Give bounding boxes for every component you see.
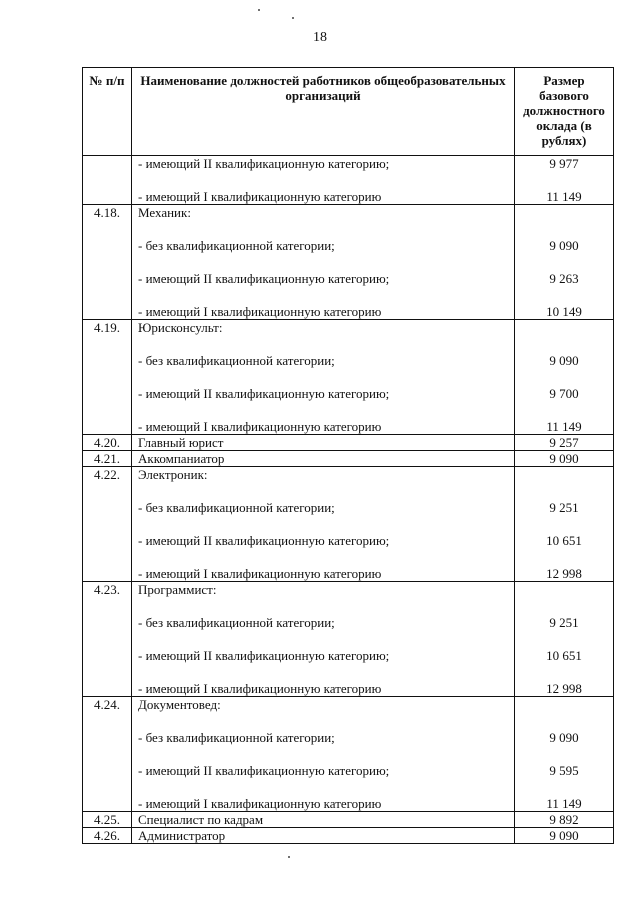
row-position — [132, 697, 515, 812]
table-row — [83, 467, 614, 582]
position-category: - имеющий II квалификационную категорию; — [138, 648, 390, 663]
salary-value: 11 149 — [546, 189, 582, 204]
table-body — [83, 156, 614, 844]
position-category: - имеющий II квалификационную категорию; — [138, 156, 390, 171]
position-title: Документовед: — [138, 697, 221, 712]
salary-value: 9 090 — [549, 353, 579, 368]
salary-value: 9 090 — [549, 828, 579, 843]
row-salary — [515, 205, 614, 320]
table-row — [83, 205, 614, 320]
row-number: 4.20. — [83, 435, 132, 451]
row-position — [132, 435, 515, 451]
salary-value: 9 251 — [549, 500, 579, 515]
row-number: 4.25. — [83, 812, 132, 828]
position-category: - имеющий II квалификационную категорию; — [138, 533, 390, 548]
salary-value: 10 651 — [546, 648, 582, 663]
row-number: 4.22. — [83, 467, 132, 582]
salary-value: 9 700 — [549, 386, 579, 401]
salary-value: 9 090 — [549, 730, 579, 745]
table-row — [83, 582, 614, 697]
salary-value: 9 257 — [549, 435, 579, 450]
salary-value: 11 149 — [546, 796, 582, 811]
page-number: 18 — [313, 30, 327, 45]
position-category: - имеющий I квалификационную категорию — [138, 304, 382, 319]
header-salary: Размер базового должностного оклада (в рублях) — [515, 68, 614, 156]
row-salary — [515, 451, 614, 467]
salary-value: 12 998 — [546, 566, 582, 581]
salary-value: 9 977 — [549, 156, 579, 171]
row-position — [132, 320, 515, 435]
header-position-name: Наименование должностей работников общеобразовательных организаций — [132, 68, 515, 156]
position-category: - без квалификационной категории; — [138, 238, 335, 253]
row-salary — [515, 582, 614, 697]
row-salary — [515, 320, 614, 435]
row-position — [132, 828, 515, 844]
position-category: - имеющий I квалификационную категорию — [138, 796, 382, 811]
table-row — [83, 812, 614, 828]
table-row — [83, 828, 614, 844]
salary-value: 9 090 — [549, 451, 579, 466]
position-category: - имеющий II квалификационную категорию; — [138, 763, 390, 778]
scan-speck — [292, 17, 294, 19]
scan-speck — [288, 856, 290, 858]
row-number: 4.26. — [83, 828, 132, 844]
position-title: Аккомпаниатор — [138, 451, 225, 466]
row-salary — [515, 697, 614, 812]
position-title: Механик: — [138, 205, 191, 220]
row-salary — [515, 156, 614, 205]
position-category: - имеющий II квалификационную категорию; — [138, 386, 390, 401]
row-salary — [515, 812, 614, 828]
salary-value: 10 149 — [546, 304, 582, 319]
position-title: Главный юрист — [138, 435, 224, 450]
position-title: Специалист по кадрам — [138, 812, 264, 827]
salary-value: 9 251 — [549, 615, 579, 630]
row-position — [132, 205, 515, 320]
table-row — [83, 435, 614, 451]
row-number: 4.21. — [83, 451, 132, 467]
row-number: 4.19. — [83, 320, 132, 435]
table-row — [83, 320, 614, 435]
row-position — [132, 812, 515, 828]
table-row — [83, 156, 614, 205]
header-number: № п/п — [83, 68, 132, 156]
row-salary — [515, 435, 614, 451]
salary-value: 9 892 — [549, 812, 579, 827]
salary-value: 9 090 — [549, 238, 579, 253]
salary-value: 9 263 — [549, 271, 579, 286]
position-category: - имеющий I квалификационную категорию — [138, 681, 382, 696]
salary-value: 11 149 — [546, 419, 582, 434]
position-title: Электроник: — [138, 467, 208, 482]
salary-table — [82, 67, 614, 844]
table-row — [83, 697, 614, 812]
row-position — [132, 451, 515, 467]
salary-value: 12 998 — [546, 681, 582, 696]
table-header-row — [83, 68, 614, 156]
row-number: 4.18. — [83, 205, 132, 320]
row-salary — [515, 467, 614, 582]
scan-speck — [258, 9, 260, 11]
position-category: - без квалификационной категории; — [138, 353, 335, 368]
position-category: - без квалификационной категории; — [138, 730, 335, 745]
row-salary — [515, 828, 614, 844]
position-category: - имеющий II квалификационную категорию; — [138, 271, 390, 286]
position-title: Юрисконсульт: — [138, 320, 223, 335]
row-number: 4.23. — [83, 582, 132, 697]
position-category: - имеющий I квалификационную категорию — [138, 189, 382, 204]
position-category: - без квалификационной категории; — [138, 615, 335, 630]
row-position — [132, 582, 515, 697]
row-number — [83, 156, 132, 205]
salary-value: 9 595 — [549, 763, 579, 778]
position-category: - без квалификационной категории; — [138, 500, 335, 515]
table-row — [83, 451, 614, 467]
position-category: - имеющий I квалификационную категорию — [138, 566, 382, 581]
salary-value: 10 651 — [546, 533, 582, 548]
position-title: Программист: — [138, 582, 217, 597]
position-title: Администратор — [138, 828, 226, 843]
row-number: 4.24. — [83, 697, 132, 812]
row-position — [132, 156, 515, 205]
position-category: - имеющий I квалификационную категорию — [138, 419, 382, 434]
row-position — [132, 467, 515, 582]
